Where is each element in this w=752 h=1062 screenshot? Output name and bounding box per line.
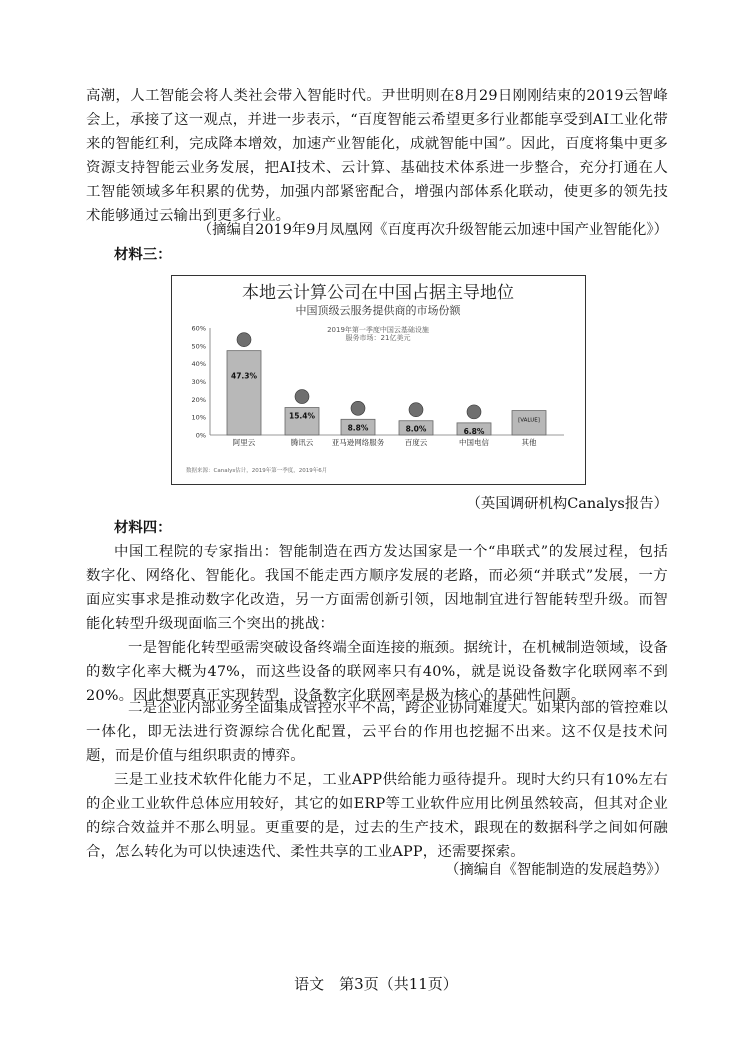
y-tick-label: 10% [191,413,206,422]
chart-title: 本地云计算公司在中国占据主导地位 [242,283,514,303]
y-tick-label: 20% [191,395,206,404]
paragraph-intro: 高潮，人工智能会将人类社会带入智能时代。尹世明则在8月29日刚刚结束的2019云智峰会上，承接了这一观点，并进一步表示，“百度智能云希望更多行业都能享受到AI工业化带来的智能红利，完成降本增效，加速产业智能化，成就智能中国”。因此，百度将集中更多资源支持智能云业务发展，把AI技术、云计算、基础技术体系进一步整合，充分打通在人工智能领域多年积累的优势，加强内部紧密配合，增强内部体系化联动，使更多的领先技术能够通过云输出到更多行业。 [86,88,668,224]
market-share-chart [171,275,586,485]
category-label: 腾讯云 [290,438,314,447]
data-label: 47.3% [230,371,258,381]
chart-bars [227,333,546,447]
paragraph-challenge-two: 二是企业内部业务全面集成管控水平不高，跨企业协同难度大。如果内部的管控难以一体化，即无法进行资源综合优化配置，云平台的作用也挖掘不出来。这不仅是技术问题，而是价值与组织职责的博弈。 [86,700,668,764]
page-footer: 语文 第3页（共11页） [294,975,458,993]
source-material-three: （英国调研机构Canalys报告） [466,496,668,512]
category-label: 阿里云 [232,438,256,447]
heading-material-three: 材料三： [114,246,172,263]
chart-svg [172,276,584,483]
y-tick-label: 60% [191,324,206,333]
paragraph-expert-view: 中国工程院的专家指出：智能制造在西方发达国家是一个“串联式”的发展过程，包括数字化、网络化、智能化。我国不能走西方顺序发展的老路，而必须“并联式”发展，一方面应实事求是推动数字化改造，另一方面需创新引领，因地制宜进行智能转型升级。而智能化转型升级现面临三个突出的挑战： [86,544,668,632]
data-label: 6.8% [463,426,485,436]
category-label: 百度云 [404,438,428,447]
category-label: 中国电信 [459,438,489,447]
provider-flag-icon [295,390,309,404]
y-tick-label: 50% [191,342,206,351]
chart-subtitle: 中国顶级云服务提供商的市场份额 [295,304,461,317]
data-label: 8.0% [405,424,427,434]
provider-flag-icon [351,401,365,415]
chart-annotation-line1: 2019年第一季度中国云基础设施 [327,326,429,334]
paragraph-challenge-three: 三是工业技术软件化能力不足，工业APP供给能力亟待提升。现时大约只有10%左右的企业工业软件总体应用较好，其它的如ERP等工业软件应用比例虽然较高，但其对企业的综合效益并不那么明显。更重要的是，过去的生产技术，跟现在的数据科学之间如何融合，怎么转化为可以快速迭代、柔性共享的工业APP，还需要探索。 [86,772,668,860]
data-label: 15.4% [288,411,316,421]
paragraph-challenge-one: 一是智能化转型亟需突破设备终端全面连接的瓶颈。据统计，在机械制造领域，设备的数字化率大概为47%，而这些设备的联网率只有40%，就是说设备数字化联网率不到20%。因此想要真正实现转型，设备数字化联网率是极为核心的基础性问题。 [86,640,668,704]
chart-annotation-line2: 服务市场：21亿美元 [345,334,411,342]
source-material-four: （摘编自《智能制造的发展趋势》） [444,862,668,878]
y-tick-label: 40% [191,360,206,369]
provider-flag-icon [237,333,251,347]
category-label: 其他 [521,438,537,447]
chart-source-note: 数据来源：Canalys估计，2019年第一季度，2019年6月 [186,468,328,474]
provider-flag-icon [467,405,481,419]
category-label: 亚马逊网络服务 [331,438,385,447]
y-tick-label: 0% [195,431,206,440]
provider-flag-icon [409,403,423,417]
data-label: 8.8% [347,423,369,433]
source-material-two: （摘编自2019年9月凤凰网《百度再次升级智能云加速中国产业智能化》） [197,222,668,238]
heading-material-four: 材料四： [114,519,172,536]
data-label: [VALUE] [518,417,540,424]
bar [227,351,261,435]
y-tick-label: 30% [191,378,206,386]
